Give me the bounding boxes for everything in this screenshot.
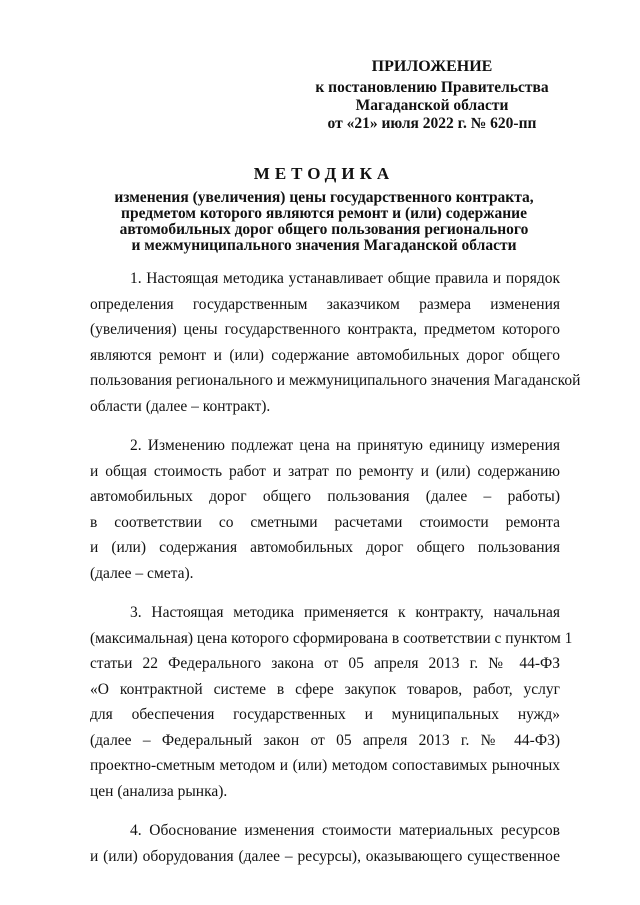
document-body [90,266,581,883]
text-line: статьи 22 Федерального закона от 05 апреля 2013 г. № 44-ФЗ [90,655,560,672]
text-line: «О контрактной системе в сфере закупок товаров, работ, услуг [90,680,560,698]
paragraph-2 [90,433,560,586]
text-line: (максимальная) цена которого сформирована в соответствии с пунктом 1 [90,629,573,647]
text-line: определения государственным заказчиком размера изменения [90,295,560,313]
text-line: 2. Изменению подлежат цена на принятую единицу измерения [130,437,560,454]
text-line: и (или) содержания автомобильных дорог общего пользования [90,539,560,556]
text-line: области (далее – контракт). [90,397,271,415]
heading-subtitle-line: и межмуниципального значения Магаданской области [131,237,517,254]
text-line: пользования регионального и межмуниципального значения Магаданской [90,372,581,389]
text-line: автомобильных дорог общего пользования (далее – работы) [90,488,560,505]
heading-subtitle-line: предметом которого являются ремонт и (или) содержание [121,205,527,222]
heading-subtitle-line: автомобильных дорог общего пользования регионального [119,221,529,238]
appendix-line-2: Магаданской области [355,97,509,114]
document-heading [90,164,558,254]
heading-title: МЕТОДИКА [253,164,395,183]
paragraph-3 [90,600,573,804]
appendix-block [302,58,562,133]
text-line: цен (анализа рынка). [90,782,228,800]
paragraph-1 [90,266,581,419]
text-line: являются ремонт и (или) содержание автомобильных дорог общего [90,346,560,364]
heading-subtitle [90,190,558,254]
paragraph-4 [90,818,560,869]
text-line: 4. Обоснование изменения стоимости материальных ресурсов [130,822,560,839]
text-line: и (или) оборудования (далее – ресурсы), оказывающего существенное [90,847,560,865]
text-line: и общая стоимость работ и затрат по ремонту и (или) содержанию [90,462,560,480]
appendix-title: ПРИЛОЖЕНИЕ [371,58,493,75]
text-line: (увеличения) цены государственного контракта, предметом которого [90,321,560,338]
text-line: (далее – Федеральный закон от 05 апреля 2013 г. № 44-ФЗ) [90,731,560,749]
heading-subtitle-line: изменения (увеличения) цены государственного контракта, [114,189,534,206]
text-line: проектно-сметным методом и (или) методом сопоставимых рыночных [90,757,560,774]
text-line: для обеспечения государственных и муниципальных нужд» [90,706,560,723]
text-line: в соответствии со сметными расчетами стоимости ремонта [90,513,560,531]
appendix-line-1: к постановлению Правительства [315,79,549,96]
text-line: 3. Настоящая методика применяется к контракту, начальная [130,604,560,621]
text-line: 1. Настоящая методика устанавливает общие правила и порядок [130,270,560,287]
text-line: (далее – смета). [90,564,194,582]
appendix-line-3: от «21» июля 2022 г. № 620-пп [327,115,537,132]
